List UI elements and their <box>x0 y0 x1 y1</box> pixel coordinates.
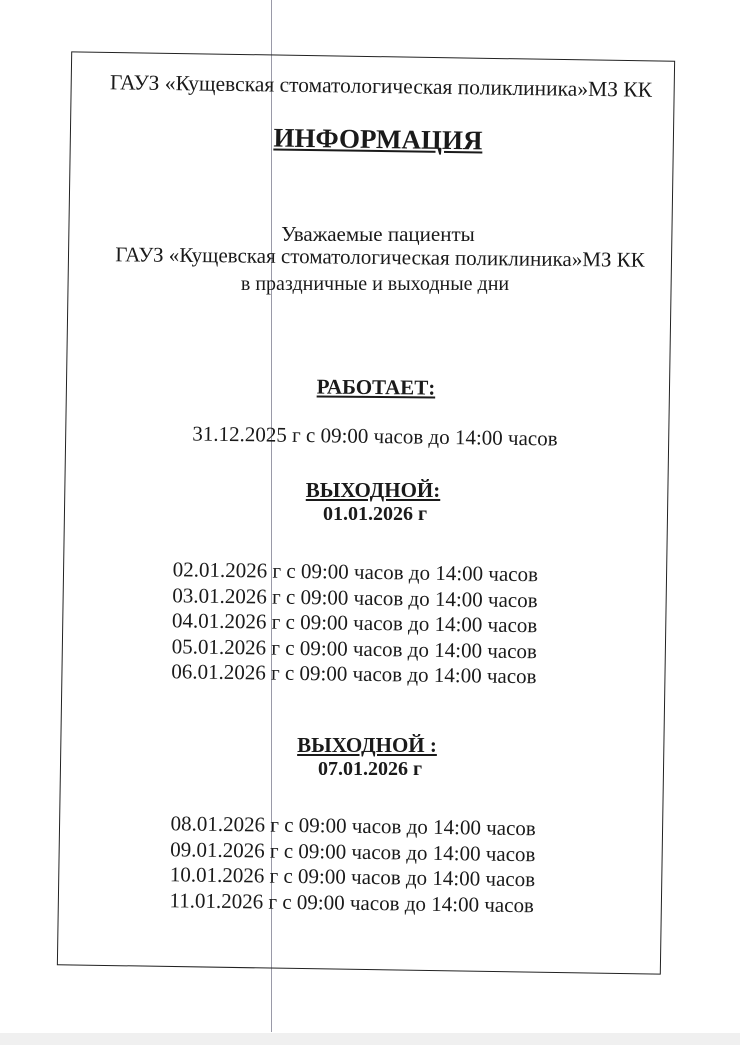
header-organization: ГАУЗ «Кущевская стоматологическая поликлиника»МЗ КК <box>109 70 653 102</box>
schedule-line: 06.01.2026 г с 09:00 часов до 14:00 часов <box>171 659 537 689</box>
subtitle: в праздничные и выходные дни <box>240 273 510 295</box>
schedule-line: 11.01.2026 г с 09:00 часов до 14:00 часов <box>169 887 535 917</box>
schedule-line: 09.01.2026 г с 09:00 часов до 14:00 часов <box>170 836 536 866</box>
schedule-line: 08.01.2026 г с 09:00 часов до 14:00 часов <box>170 811 536 841</box>
scan-bottom-edge <box>0 1033 740 1045</box>
schedule-line: 04.01.2026 г с 09:00 часов до 14:00 часов <box>171 608 538 638</box>
schedule-line: 10.01.2026 г с 09:00 часов до 14:00 часов <box>169 862 536 892</box>
day-off-date-2: 07.01.2026 г <box>317 758 423 780</box>
works-heading: РАБОТАЕТ: <box>316 374 436 400</box>
day-off-heading-1: ВЫХОДНОЙ: <box>305 478 441 502</box>
greeting: Уважаемые пациенты <box>281 222 475 246</box>
schedule-group-1 <box>171 557 573 690</box>
day-off-heading-2: ВЫХОДНОЙ : <box>297 733 437 757</box>
schedule-line: 05.01.2026 г с 09:00 часов до 14:00 часов <box>171 633 538 663</box>
day-off-date-1: 01.01.2026 г <box>322 503 428 525</box>
document-title: ИНФОРМАЦИЯ <box>273 122 483 156</box>
organization-name: ГАУЗ «Кущевская стоматологическая поликлиника»МЗ КК <box>115 242 645 272</box>
schedule-group-2 <box>169 811 570 919</box>
works-schedule-line: 31.12.2025 г с 09:00 часов до 14:00 часов <box>192 421 558 451</box>
schedule-line: 02.01.2026 г с 09:00 часов до 14:00 часов <box>172 557 539 587</box>
schedule-line: 03.01.2026 г с 09:00 часов до 14:00 часов <box>172 582 538 612</box>
